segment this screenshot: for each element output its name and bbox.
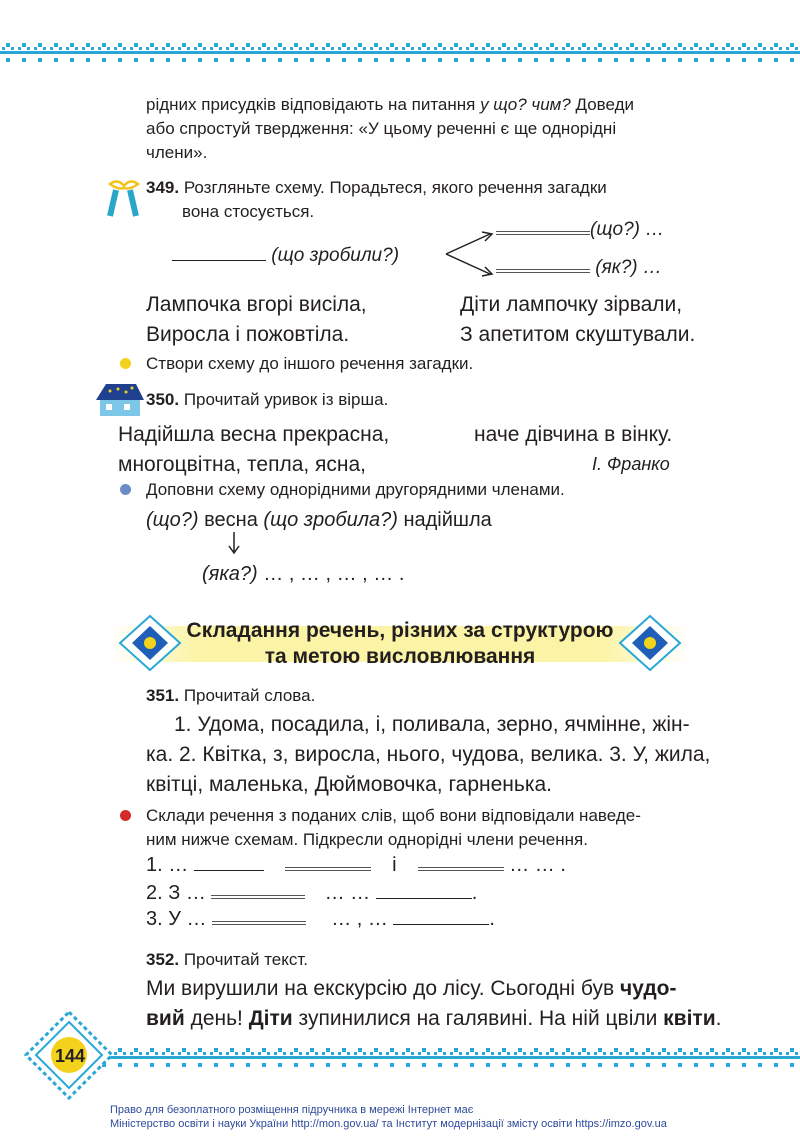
poem-left: Надійшла весна прекрасна, многоцвітна, тепла, ясна, xyxy=(118,423,390,476)
scheme-branch-arrows xyxy=(440,226,500,282)
blue-bullet-icon xyxy=(120,484,131,495)
page-number: 144 xyxy=(54,1046,86,1066)
poem-right: наче дівчина в вінку. xyxy=(474,423,673,446)
exercise-number: 351. xyxy=(146,686,180,705)
scheme-top-branch: (що?) … xyxy=(496,218,664,242)
scheme-350: (що?) весна (що зробила?) надійшла xyxy=(146,509,492,531)
exercise-number: 349. xyxy=(146,178,180,197)
scheme-350-attributes: (яка?) … , … , … , … . xyxy=(202,563,405,585)
riddle-right: Діти лампочку зірвали, З апетитом скуштували. xyxy=(460,293,696,346)
exercise-349: 349. Розгляньте схему. Порадьтеся, якого речення загадки вона стосується. xyxy=(146,178,607,221)
task-349: Створи схему до іншого речення загадки. xyxy=(146,354,474,373)
sentence-scheme-1: 1. … і … … . xyxy=(146,854,566,876)
yellow-bullet-icon xyxy=(120,358,131,369)
scheme-349: (що зробили?) xyxy=(172,244,399,268)
exercise-number: 352. xyxy=(146,950,180,969)
exercise-350: 350. Прочитай уривок із вірша. xyxy=(146,390,389,409)
down-arrow-icon xyxy=(226,530,242,556)
bottom-ornament-border xyxy=(0,1045,800,1071)
poem-author: І. Франко xyxy=(592,454,670,474)
text-352: Ми вирушили на екскурсію до лісу. Сьогодні був чудо- вий день! Діти зупинилися на галявині. На ній цвіли квіти. xyxy=(146,977,722,1030)
footer-notice: Право для безоплатного розміщення підручника в мережі Інтернет має Міністерство освіти і науки України http://mon.gov.ua/ та Інститут модернізації змісту освіти https://imzo.gov.ua xyxy=(110,1104,667,1130)
house-icon xyxy=(92,382,146,418)
word-list-351: 1. Удома, посадила, і, поливала, зерно, ячмінне, жін- ка. 2. Квітка, з, виросла, нього, чудова, велика. 3. У, жила, квітці, маленька, Дюймовочка, гарненька. xyxy=(146,713,711,796)
sentence-scheme-2: 2. З … … … . xyxy=(146,882,478,904)
tassel-icon xyxy=(100,176,146,222)
exercise-number: 350. xyxy=(146,390,180,409)
top-ornament-border xyxy=(0,40,800,66)
red-bullet-icon xyxy=(120,810,131,821)
exercise-351: 351. Прочитай слова. xyxy=(146,686,316,705)
sentence-scheme-3: 3. У … … , … . xyxy=(146,908,495,930)
task-350: Доповни схему однорідними другорядними членами. xyxy=(146,480,565,499)
task-351: Склади речення з поданих слів, щоб вони відповідали наведе- ним нижче схемам. Підкресли однорідні члени речення. xyxy=(146,806,641,849)
scheme-bottom-branch: (як?) … xyxy=(496,256,662,280)
riddle-left: Лампочка вгорі висіла, Виросла і пожовтіла. xyxy=(146,293,367,346)
intro-paragraph: рідних присудків відповідають на питання у що? чим? Доведи або спростуй твердження: «У цьому реченні є ще однорідні члени». xyxy=(146,95,634,162)
exercise-352: 352. Прочитай текст. xyxy=(146,950,309,969)
section-title: Складання речень, різних за структурою та метою висловлювання xyxy=(186,619,614,668)
